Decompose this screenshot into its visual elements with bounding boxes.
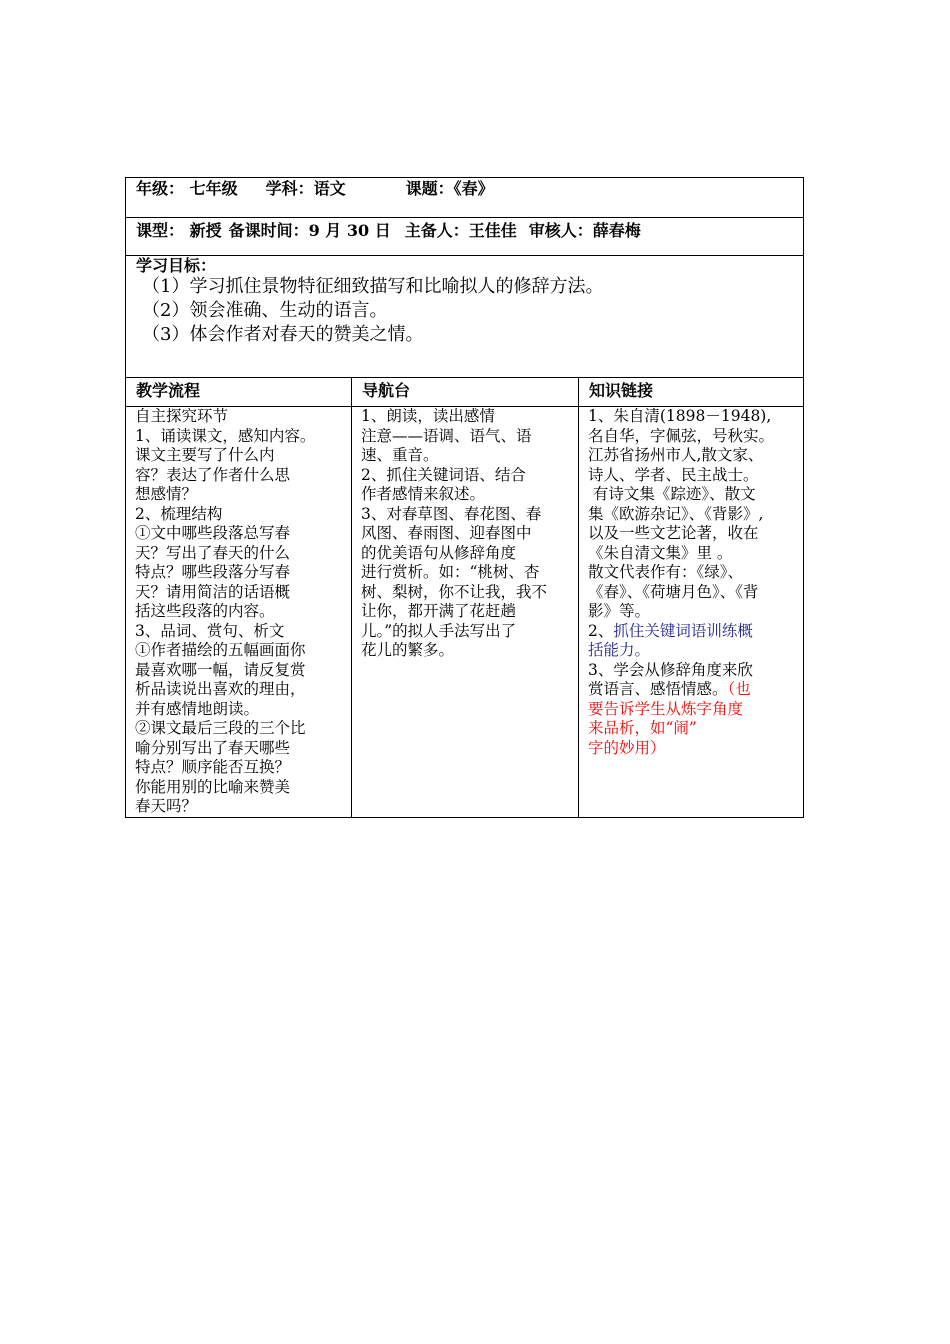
knowledge-line: 《春》、《荷塘月色》、《背 [588, 582, 759, 601]
content-row [125, 406, 804, 818]
process-line: 并有感情地朗读。 [135, 699, 260, 718]
reviewer-field: 审核人：薛春梅 [528, 221, 641, 240]
guide-line: 2、抓住关键词语、结合 [361, 465, 526, 484]
process-line: 想感情？ [135, 485, 198, 503]
knowledge-line: 《朱自清文集》里 。 [588, 543, 733, 562]
knowledge-item-3: 3、学会从修辞角度来欣 [588, 660, 753, 679]
knowledge-line: 散文代表作有：《绿》、 [588, 563, 744, 581]
process-cell [126, 407, 352, 817]
guide-line: 儿。”的拟人手法写出了 [361, 621, 517, 640]
grade-field: 年级： 七年级 [136, 179, 238, 198]
preparer-field: 主备人：王佳佳 [404, 221, 517, 240]
goals-title: 学习目标： [136, 256, 217, 275]
guide-line: 1、朗读，读出感情 [361, 407, 495, 425]
process-line: 2、梳理结构 [135, 504, 223, 523]
process-line: 天？请用简洁的话语概 [135, 582, 291, 601]
knowledge-item-2 [588, 622, 794, 642]
item2-prefix: 2、 [588, 621, 614, 640]
process-line: 析品读说出喜欢的理由， [135, 680, 306, 698]
header-row-2 [125, 217, 804, 255]
guide-line: 让你，都开满了花赶趟 [361, 602, 517, 620]
knowledge-line: 江苏省扬州市人,散文家、 [588, 446, 764, 464]
item2-text-cont: 括能力。 [588, 641, 651, 659]
process-line: 喻分别写出了春天哪些 [135, 738, 291, 757]
guide-line: 速、重音。 [361, 446, 439, 464]
header-row-1 [125, 177, 804, 217]
goals-section [125, 255, 804, 377]
column-header-row [125, 377, 804, 406]
item2-text: 抓住关键词语训练概 [613, 621, 753, 640]
guide-line: 的优美语句从修辞角度 [361, 543, 517, 562]
process-line: 容？表达了作者什么思 [135, 465, 291, 484]
knowledge-line: 有诗文集《踪迹》、散文 [588, 485, 756, 503]
knowledge-item-3-cont [588, 680, 794, 700]
knowledge-line: 1、朱自清(1898－1948), [588, 407, 772, 425]
guide-column-header: 导航台 [352, 378, 579, 406]
process-line: 最喜欢哪一幅，请反复赏 [135, 660, 306, 679]
guide-line: 树、梨树，你不让我，我不 [361, 582, 548, 601]
knowledge-line: 名自华，字佩弦，号秋实。 [588, 426, 775, 445]
process-line: 特点？顺序能否互换？ [135, 758, 291, 776]
knowledge-line: 诗人、学者、民主战士。 [588, 465, 759, 484]
teacher-note-start: （也 [727, 680, 751, 698]
subject-field: 学科：语文 [265, 179, 346, 198]
process-line: 你能用别的比喻来赞美 [135, 777, 291, 796]
prep-time-field: 备课时间：9 月 30 日 [228, 221, 391, 240]
goal-item: （3）体会作者对春天的赞美之情。 [142, 324, 424, 345]
process-line: 特点？哪些段落分写春 [135, 563, 291, 581]
process-line: 3、品词、赏句、析文 [135, 621, 285, 640]
knowledge-column-header: 知识链接 [589, 381, 654, 400]
topic-field: 课题：《春》 [405, 179, 494, 198]
process-line: ①文中哪些段落总写春 [135, 524, 291, 542]
guide-line: 注意——语调、语气、语 [361, 426, 532, 445]
process-line: 天？写出了春天的什么 [135, 543, 291, 562]
teacher-note-line: 字的妙用） [588, 738, 666, 757]
teacher-note-line: 要告诉学生从炼字角度 [588, 699, 744, 718]
goal-item: （1）学习抓住景物特征细致描写和比喻拟人的修辞方法。 [142, 276, 604, 297]
guide-line: 3、对春草图、春花图、春 [361, 504, 542, 523]
guide-line: 进行赏析。如：“桃树、杏 [361, 563, 540, 581]
process-line: ②课文最后三段的三个比 [135, 719, 306, 737]
knowledge-line: 集《欧游杂记》、《背影》, [588, 504, 764, 523]
process-line: 括这些段落的内容。 [135, 602, 275, 620]
guide-line: 作者感情来叙述。 [361, 485, 486, 503]
lesson-type-field: 课型： 新授 [136, 221, 222, 240]
guide-cell [352, 407, 579, 817]
teacher-note-line: 来品析，如“闹” [588, 719, 697, 737]
item3-text: 赏语言、感悟情感。 [588, 680, 728, 698]
knowledge-cell [579, 407, 803, 817]
process-line: 春天吗？ [135, 797, 198, 815]
process-line: 1、诵读课文，感知内容。 [135, 426, 316, 445]
process-line: 课文主要写了什么内 [135, 446, 275, 464]
knowledge-line: 以及一些文艺论著，收在 [588, 524, 759, 542]
process-line: 自主探究环节 [135, 407, 229, 425]
process-column-header: 教学流程 [126, 378, 352, 406]
goal-item: （2）领会准确、生动的语言。 [142, 300, 388, 321]
lesson-plan-table [125, 177, 804, 818]
guide-line: 风图、春雨图、迎春图中 [361, 524, 532, 542]
guide-line: 花儿的繁多。 [361, 641, 455, 659]
process-line: ①作者描绘的五幅画面你 [135, 641, 306, 659]
knowledge-line: 影》等。 [588, 602, 651, 620]
